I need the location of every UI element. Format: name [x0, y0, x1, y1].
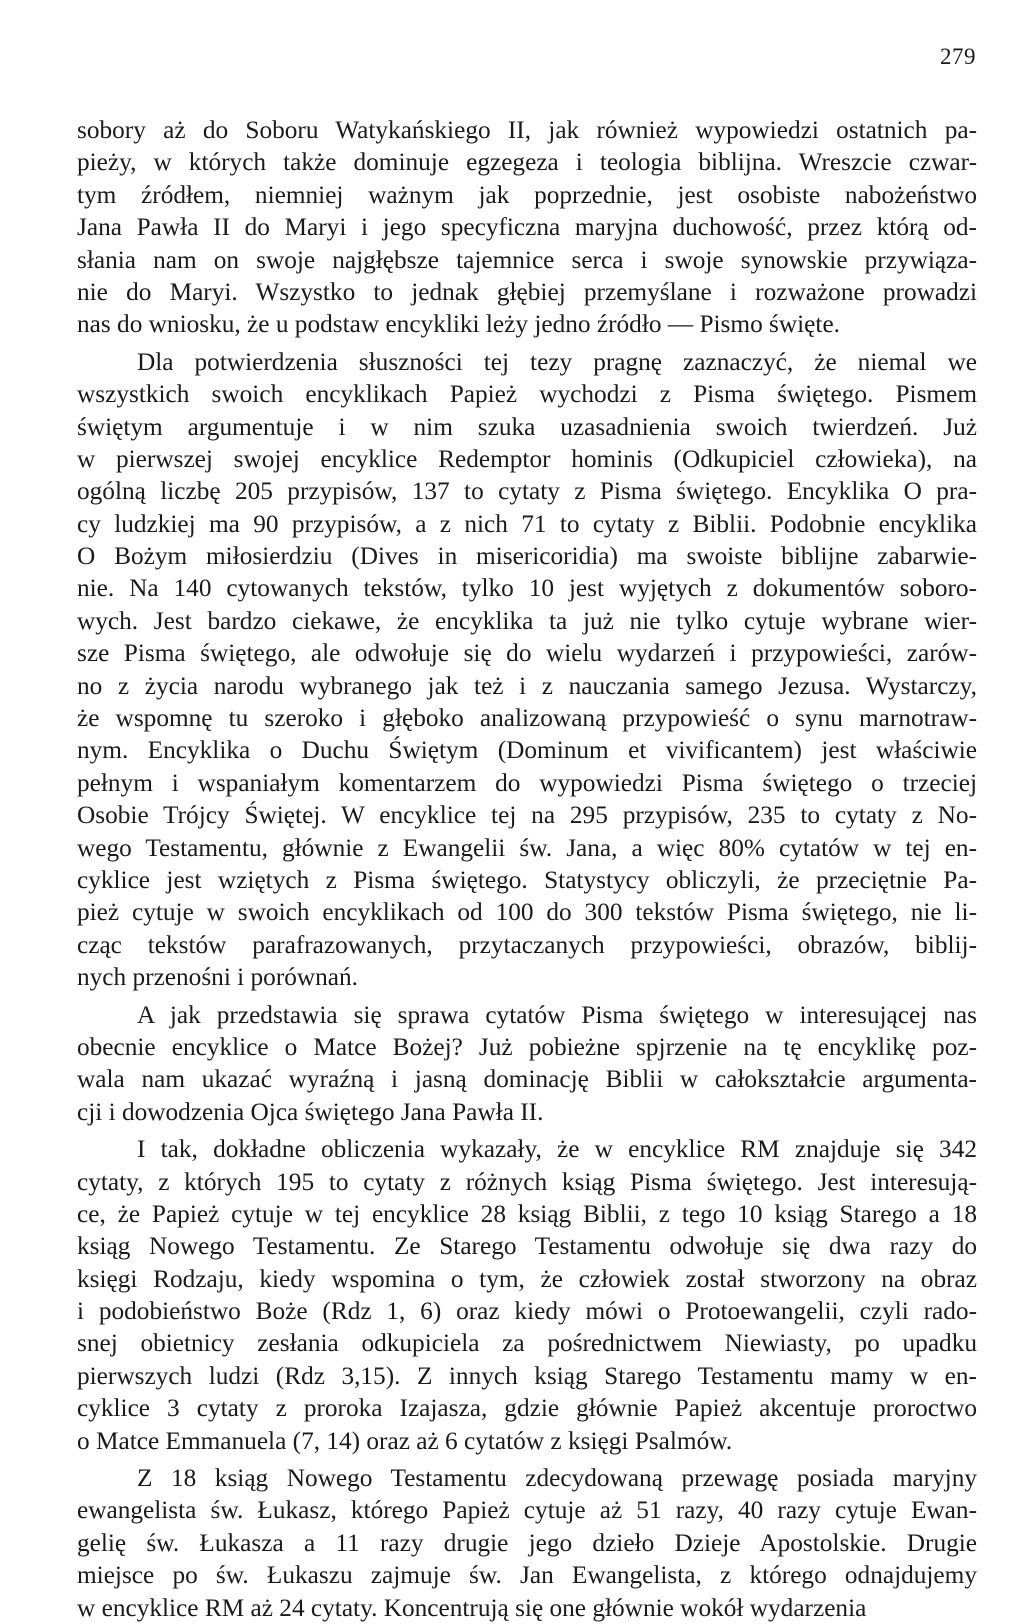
text-line: miejsce po św. Łukaszu zajmuje św. Jan Ewangelista, z którego odnajdujemy [77, 1561, 977, 1590]
text-line: nym. Encyklika o Duchu Świętym (Dominum et vivificantem) jest właściwie [77, 736, 977, 765]
text-line: sze Pisma świętego, ale odwołuje się do wielu wydarzeń i przypowieści, zarów- [77, 639, 977, 668]
text-line: słania nam on swoje najgłębsze tajemnice serca i swoje synowskie przywiąza- [77, 245, 977, 274]
paragraph [77, 999, 977, 1129]
text-line: ce, że Papież cytuje w tej encyklice 28 ksiąg Biblii, z tego 10 ksiąg Starego a 18 [77, 1199, 977, 1228]
text-line: Jana Pawła II do Maryi i jego specyficzna maryjna duchowość, przez którą od- [77, 213, 977, 242]
text-line: pież cytuje w swoich encyklikach od 100 do 300 tekstów Pisma świętego, nie li- [77, 898, 977, 927]
text-line: i podobieństwo Boże (Rdz 1, 6) oraz kiedy mówi o Protoewangelii, czyli rado- [77, 1297, 977, 1326]
text-line: świętym argumentuje i w nim szuka uzasadnienia swoich twierdzeń. Już [77, 412, 977, 441]
text-line: ogólną liczbę 205 przypisów, 137 to cytaty z Pisma świętego. Encyklika O pra- [77, 477, 977, 506]
text-line: pełnym i wspaniałym komentarzem do wypowiedzi Pisma świętego o trzeciej [77, 768, 977, 797]
paragraph [77, 1462, 977, 1624]
text-line: wego Testamentu, głównie z Ewangelii św. Jana, a więc 80% cytatów w tej en- [77, 833, 977, 862]
text-line: nie. Na 140 cytowanych tekstów, tylko 10 jest wyjętych z dokumentów soboro- [77, 574, 977, 603]
text-line: Z 18 ksiąg Nowego Testamentu zdecydowaną przewagę posiada maryjny [137, 1464, 977, 1493]
paragraph [77, 114, 977, 341]
paragraph [77, 346, 977, 994]
text-line: obecnie encyklice o Matce Bożej? Już pobieżne spjrzenie na tę encyklikę poz- [77, 1032, 977, 1061]
text-line: w encyklice RM aż 24 cytaty. Koncentrują się one głównie wokół wydarzenia [77, 1593, 867, 1622]
text-line: pieży, w których także dominuje egzegeza i teologia biblijna. Wreszcie czwar- [77, 148, 977, 177]
text-line: o Matce Emmanuela (7, 14) oraz aż 6 cytatów z księgi Psalmów. [77, 1426, 733, 1455]
paragraph [77, 1133, 977, 1457]
text-line: wych. Jest bardzo ciekawe, że encyklika ta już nie tylko cytuje wybrane wier- [77, 606, 977, 635]
body-text [77, 114, 977, 1624]
page-number: 279 [940, 44, 976, 69]
text-line: cji i dowodzenia Ojca świętego Jana Pawła II. [77, 1097, 544, 1126]
text-line: tym źródłem, niemniej ważnym jak poprzednie, jest osobiste nabożeństwo [77, 180, 977, 209]
text-line: pierwszych ludzi (Rdz 3,15). Z innych ksiąg Starego Testamentu mamy w en- [77, 1361, 977, 1390]
text-line: gelię św. Łukasza a 11 razy drugie jego dzieło Dzieje Apostolskie. Drugie [77, 1528, 977, 1557]
text-line: no z życia narodu wybranego jak też i z nauczania samego Jezusa. Wystarczy, [77, 671, 977, 700]
text-line: nas do wniosku, że u podstaw encykliki leży jedno źródło — Pismo święte. [77, 310, 840, 339]
text-line: snej obietnicy zesłania odkupiciela za pośrednictwem Niewiasty, po upadku [77, 1329, 977, 1358]
text-line: sobory aż do Soboru Watykańskiego II, jak również wypowiedzi ostatnich pa- [77, 116, 977, 144]
text-line: że wspomnę tu szeroko i głęboko analizowaną przypowieść o synu marnotraw- [77, 704, 977, 733]
text-line: ksiąg Nowego Testamentu. Ze Starego Testamentu odwołuje się dwa razy do [77, 1232, 977, 1261]
text-line: księgi Rodzaju, kiedy wspomina o tym, że człowiek został stworzony na obraz [77, 1264, 977, 1293]
text-line: O Bożym miłosierdziu (Dives in misericoridia) ma swoiste biblijne zabarwie- [77, 542, 977, 571]
text-line: w pierwszej swojej encyklice Redemptor hominis (Odkupiciel człowieka), na [77, 444, 977, 473]
text-line: cyklice 3 cytaty z proroka Izajasza, gdzie głównie Papież akcentuje proroctwo [77, 1394, 977, 1423]
text-line: cyklice jest wziętych z Pisma świętego. Statystycy obliczyli, że przeciętnie Pa- [77, 865, 977, 894]
text-line: A jak przedstawia się sprawa cytatów Pisma świętego w interesującej nas [137, 1000, 977, 1029]
text-line: Dla potwierdzenia słuszności tej tezy pragnę zaznaczyć, że niemal we [137, 347, 977, 376]
text-line: cytaty, z których 195 to cytaty z różnych ksiąg Pisma świętego. Jest interesują- [77, 1167, 977, 1196]
text-line: Osobie Trójcy Świętej. W encyklice tej na 295 przypisów, 235 to cytaty z No- [77, 801, 977, 830]
text-line: ewangelista św. Łukasz, którego Papież cytuje aż 51 razy, 40 razy cytuje Ewan- [77, 1496, 977, 1525]
text-line: nie do Maryi. Wszystko to jednak głębiej przemyślane i rozważone prowadzi [77, 277, 977, 306]
text-line: cząc tekstów parafrazowanych, przytaczanych przypowieści, obrazów, biblij- [77, 930, 977, 959]
text-line: wala nam ukazać wyraźną i jasną dominację Biblii w całokształcie argumenta- [77, 1065, 977, 1094]
text-line: nych przenośni i porównań. [77, 963, 359, 992]
text-line: cy ludzkiej ma 90 przypisów, a z nich 71 to cytaty z Biblii. Podobnie encyklika [77, 509, 977, 538]
text-line: wszystkich swoich encyklikach Papież wychodzi z Pisma świętego. Pismem [77, 380, 977, 409]
text-line: I tak, dokładne obliczenia wykazały, że w encyklice RM znajduje się 342 [137, 1135, 977, 1164]
